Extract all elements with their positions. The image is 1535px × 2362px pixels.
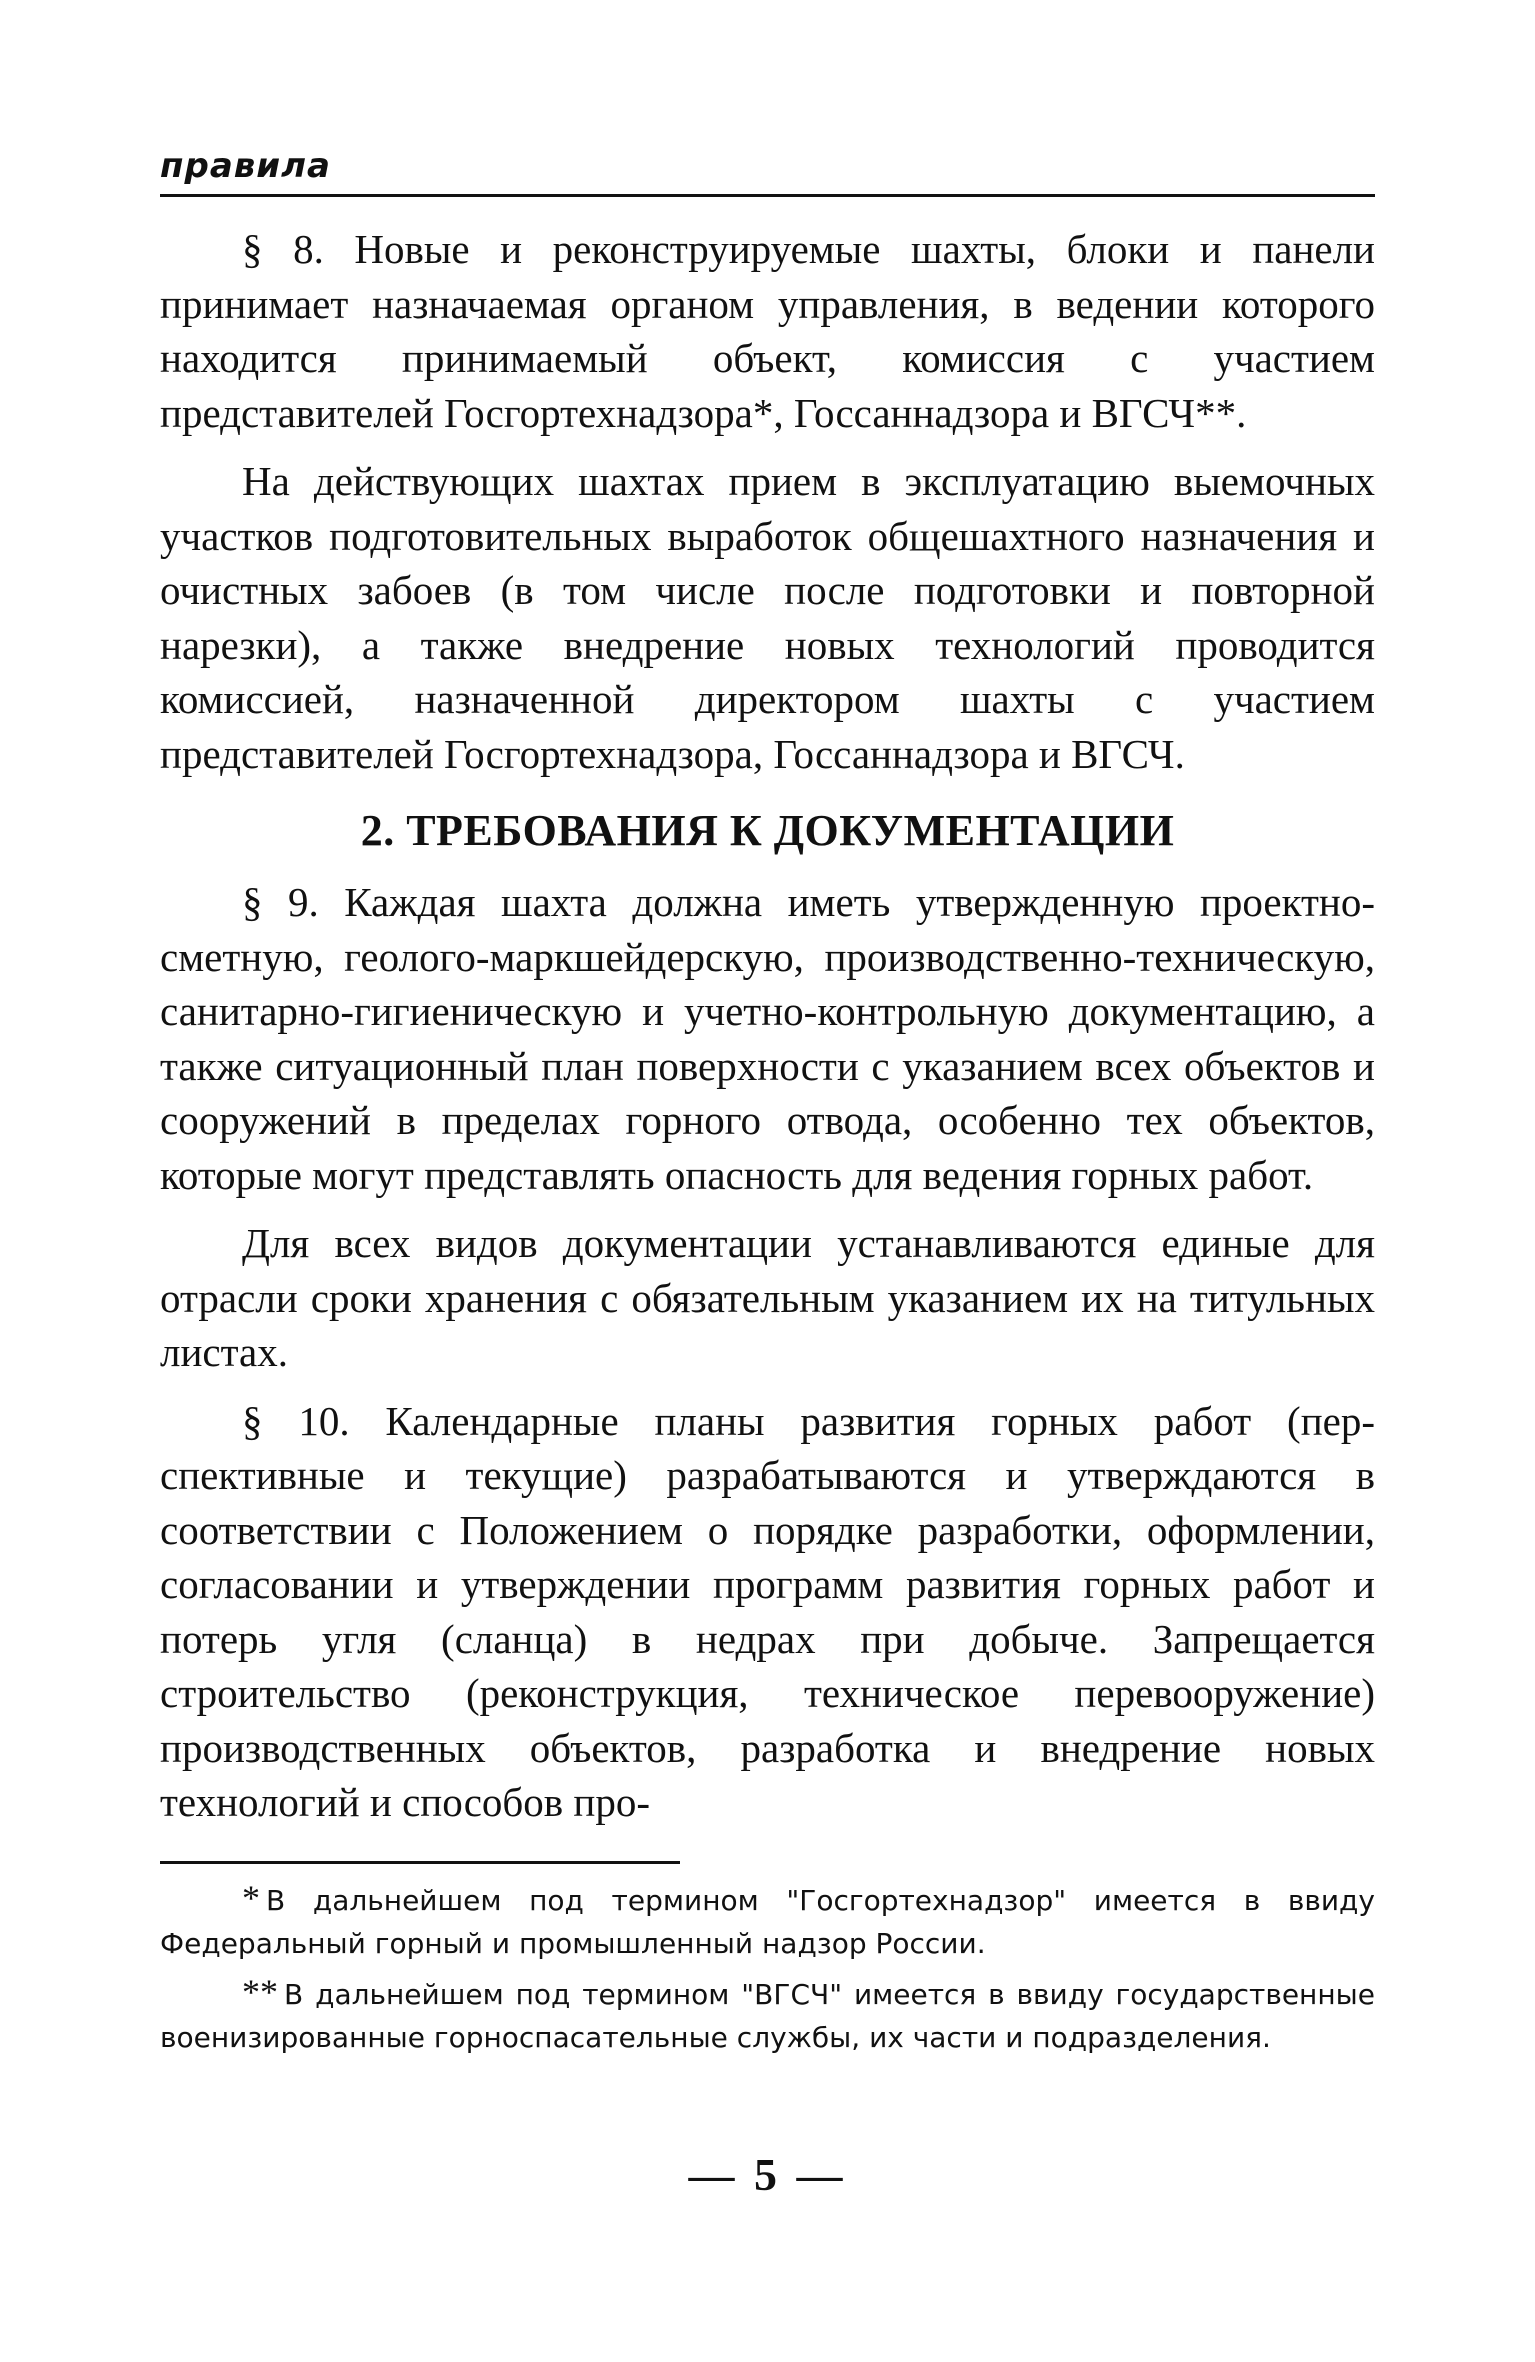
footnote-1	[160, 1877, 1375, 1965]
footnote-2-mark: **	[242, 1972, 278, 2012]
footnote-divider	[160, 1861, 680, 1864]
paragraph-section-9: § 9. Каждая шахта должна иметь утвержденную проектно-сметную, геолого-маркшейдерскую, производственно-техническую, санитарно-гигиеническую и учетно-контрольную документацию, а также ситуационный план поверхности с указанием всех объектов и сооружений в пределах горного отвода, особенно тех объектов, которые могут представлять опасность для ведения горных работ.	[160, 879, 1375, 1198]
running-header-title: правила	[160, 146, 331, 186]
footnote-1-text: В дальнейшем под термином "Госгортехнадзор" имеется в ввиду Федеральный горный и промышленный надзор России.	[160, 1884, 1375, 1960]
paragraph-storage-terms: Для всех видов документации устанавливаются единые для отрасли сроки хранения с обязательным указанием их на титульных листах.	[160, 1220, 1375, 1375]
body-text	[160, 222, 1375, 1844]
footnote-2-text: В дальнейшем под термином "ВГСЧ" имеется в ввиду государственные военизированные горноспасательные службы, их части и подразделения.	[160, 1978, 1375, 2054]
paragraph-section-10: § 10. Календарные планы развития горных работ (перспективные и текущие) разрабатываются и утверждаются в соответствии с Положением о порядке разработки, оформлении, согласовании и утверждении программ развития горных работ и потерь угля (сланца) в недрах при добыче. Запрещается строительство (реконструкция, техническое перевооружение) производственных объектов, разработка и внедрение новых технологий и способов про-	[160, 1397, 1375, 1825]
section-heading: 2. ТРЕБОВАНИЯ К ДОКУМЕНТАЦИИ	[360, 806, 1175, 855]
document-page	[160, 0, 1375, 2362]
footnotes	[160, 1877, 1375, 2065]
paragraph-acceptance: На действующих шахтах прием в эксплуатацию выемочных участков подготовительных выработок общешахтного назначения и очистных забоев (в том числе после подготовки и повторной нарезки), а также внедрение новых технологий проводится комиссией, назначенной директором шахты с участием представителей Госгортехнадзора, Госсаннадзора и ВГСЧ.	[160, 458, 1375, 777]
page-number: — 5 —	[688, 2149, 847, 2200]
footnote-2	[160, 1971, 1375, 2059]
paragraph-section-8: § 8. Новые и реконструируемые шахты, блоки и панели принимает назначаемая органом управления, в ведении которого находится принимаемый объект, комиссия с участием представителей Госгортехнадзора*, Госсаннадзора и ВГСЧ**.	[160, 226, 1375, 436]
footnote-1-mark: *	[242, 1878, 260, 1918]
running-header	[160, 140, 1375, 197]
